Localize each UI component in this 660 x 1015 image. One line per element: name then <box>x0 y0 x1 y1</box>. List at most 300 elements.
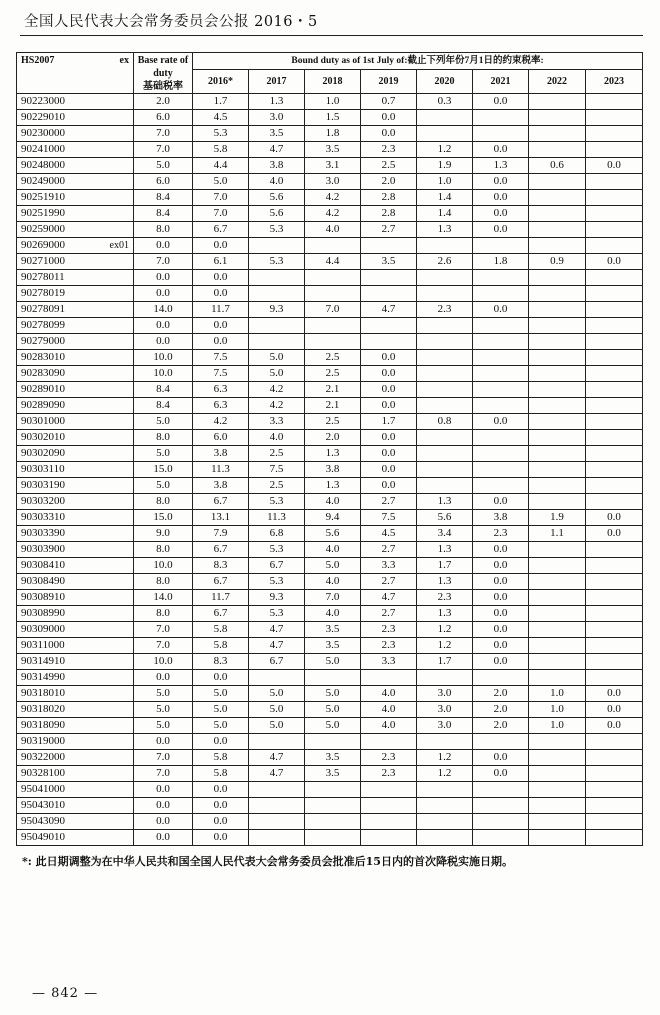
hs-code-cell <box>17 814 134 830</box>
bound-rate-cell <box>586 398 643 414</box>
bound-rate-cell: 8.3 <box>193 558 249 574</box>
bound-rate-cell: 0.8 <box>417 414 473 430</box>
table-row <box>17 238 643 254</box>
bound-rate-cell: 5.0 <box>193 174 249 190</box>
bound-rate-cell: 1.3 <box>417 494 473 510</box>
bound-rate-cell: 5.8 <box>193 750 249 766</box>
hs-code-cell <box>17 782 134 798</box>
bound-rate-cell: 6.7 <box>249 654 305 670</box>
bound-rate-cell: 6.7 <box>193 606 249 622</box>
base-rate-cell: 9.0 <box>134 526 193 542</box>
bound-rate-cell: 5.6 <box>305 526 361 542</box>
bound-rate-cell <box>361 830 417 846</box>
bound-rate-cell <box>586 542 643 558</box>
bound-rate-cell: 2.6 <box>417 254 473 270</box>
bound-rate-cell <box>305 318 361 334</box>
header-rule <box>20 35 643 36</box>
base-rate-cell: 8.0 <box>134 494 193 510</box>
base-rate-cell: 2.0 <box>134 94 193 110</box>
bound-rate-cell: 1.3 <box>417 542 473 558</box>
bound-rate-cell <box>529 558 586 574</box>
bound-rate-cell: 1.0 <box>417 174 473 190</box>
bound-rate-cell <box>586 126 643 142</box>
hs-code: 90278011 <box>21 271 65 283</box>
bound-rate-cell: 3.0 <box>417 686 473 702</box>
hs-code-cell <box>17 126 134 142</box>
bound-rate-cell <box>361 782 417 798</box>
bound-rate-cell: 3.5 <box>305 750 361 766</box>
bound-rate-cell: 3.5 <box>305 638 361 654</box>
bound-rate-cell <box>417 782 473 798</box>
base-rate-cell: 7.0 <box>134 638 193 654</box>
bound-rate-cell: 1.9 <box>417 158 473 174</box>
table-row <box>17 798 643 814</box>
hs-code-cell <box>17 142 134 158</box>
bound-rate-cell: 1.8 <box>473 254 529 270</box>
bound-rate-cell <box>361 286 417 302</box>
hs-code-cell <box>17 702 134 718</box>
year-header: 2019 <box>361 70 417 94</box>
bound-rate-cell: 0.0 <box>586 718 643 734</box>
bound-rate-cell <box>586 382 643 398</box>
hs-code-cell <box>17 750 134 766</box>
hs-code-cell <box>17 510 134 526</box>
bound-rate-cell <box>529 542 586 558</box>
bound-rate-cell <box>586 782 643 798</box>
base-rate-cell: 5.0 <box>134 446 193 462</box>
bound-rate-cell: 4.2 <box>305 206 361 222</box>
base-rate-cell: 7.0 <box>134 750 193 766</box>
hs-code: 90303310 <box>21 511 65 523</box>
bound-rate-cell: 3.3 <box>361 654 417 670</box>
bound-rate-cell: 5.0 <box>305 718 361 734</box>
bound-rate-cell: 6.0 <box>193 430 249 446</box>
table-row <box>17 126 643 142</box>
base-rate-cell: 7.0 <box>134 622 193 638</box>
hs-code-cell <box>17 334 134 350</box>
hs-code-cell <box>17 766 134 782</box>
bound-rate-cell <box>586 446 643 462</box>
bound-rate-cell <box>586 750 643 766</box>
bound-rate-cell <box>529 766 586 782</box>
bound-rate-cell: 0.0 <box>193 798 249 814</box>
base-rate-cell: 0.0 <box>134 286 193 302</box>
hs-code: 90309000 <box>21 623 65 635</box>
base-rate-cell: 8.4 <box>134 206 193 222</box>
bound-rate-cell <box>586 494 643 510</box>
bound-rate-cell: 0.0 <box>361 110 417 126</box>
hs-code-cell <box>17 302 134 318</box>
hs-code-cell <box>17 686 134 702</box>
bound-rate-cell: 1.7 <box>417 558 473 574</box>
table-row <box>17 782 643 798</box>
bound-rate-cell <box>586 238 643 254</box>
bound-rate-cell: 0.0 <box>586 510 643 526</box>
bound-rate-cell: 2.7 <box>361 542 417 558</box>
bound-rate-cell: 5.8 <box>193 142 249 158</box>
bound-rate-cell: 7.0 <box>305 590 361 606</box>
bound-rate-cell <box>473 110 529 126</box>
bound-rate-cell: 5.0 <box>193 718 249 734</box>
bound-rate-cell: 3.0 <box>305 174 361 190</box>
bound-rate-cell <box>586 366 643 382</box>
bound-rate-cell: 6.3 <box>193 398 249 414</box>
bound-rate-cell: 0.0 <box>473 302 529 318</box>
bound-rate-cell: 5.3 <box>249 494 305 510</box>
bound-rate-cell: 1.2 <box>417 638 473 654</box>
table-row <box>17 526 643 542</box>
base-rate-cell: 0.0 <box>134 798 193 814</box>
base-rate-cell: 7.0 <box>134 254 193 270</box>
hs-code: 95049010 <box>21 831 65 843</box>
bound-rate-cell: 5.0 <box>193 702 249 718</box>
base-rate-cell: 0.0 <box>134 238 193 254</box>
bound-rate-cell <box>473 814 529 830</box>
table-row <box>17 670 643 686</box>
bound-rate-cell: 5.3 <box>249 606 305 622</box>
hs-code: 90322000 <box>21 751 65 763</box>
bound-rate-cell: 0.0 <box>473 494 529 510</box>
bound-rate-cell <box>473 270 529 286</box>
hs-code: 90289090 <box>21 399 65 411</box>
table-row <box>17 414 643 430</box>
bound-rate-cell: 2.0 <box>473 686 529 702</box>
table-row <box>17 270 643 286</box>
year-header: 2023 <box>586 70 643 94</box>
year-header: 2022 <box>529 70 586 94</box>
bound-rate-cell <box>305 830 361 846</box>
bound-rate-cell: 3.4 <box>417 526 473 542</box>
year-header: 2017 <box>249 70 305 94</box>
hs-code-cell <box>17 718 134 734</box>
bound-rate-cell <box>417 334 473 350</box>
hs-code-cell <box>17 222 134 238</box>
base-rate-cell: 5.0 <box>134 478 193 494</box>
bound-rate-cell: 1.2 <box>417 750 473 766</box>
bound-rate-cell <box>586 142 643 158</box>
bound-rate-cell: 5.3 <box>249 254 305 270</box>
bound-rate-cell: 4.7 <box>249 638 305 654</box>
bound-rate-cell <box>417 462 473 478</box>
bound-rate-cell <box>529 302 586 318</box>
bound-rate-cell <box>529 478 586 494</box>
bound-rate-cell <box>361 734 417 750</box>
hs-code: 90249000 <box>21 175 65 187</box>
bound-rate-cell <box>417 350 473 366</box>
table-row <box>17 110 643 126</box>
hs-code: 90308910 <box>21 591 65 603</box>
bound-rate-cell: 4.7 <box>249 750 305 766</box>
bound-rate-cell: 4.4 <box>193 158 249 174</box>
bound-rate-cell: 0.0 <box>473 94 529 110</box>
table-row <box>17 190 643 206</box>
bound-rate-cell: 2.0 <box>473 702 529 718</box>
base-rate-cell: 5.0 <box>134 414 193 430</box>
bound-rate-cell <box>473 670 529 686</box>
bound-rate-cell: 1.4 <box>417 190 473 206</box>
bound-rate-cell: 6.1 <box>193 254 249 270</box>
base-rate-cell: 5.0 <box>134 718 193 734</box>
bound-rate-cell: 0.0 <box>473 622 529 638</box>
hs-code-cell <box>17 110 134 126</box>
base-rate-cell: 0.0 <box>134 334 193 350</box>
hs-code: 90318010 <box>21 687 65 699</box>
bound-rate-cell: 1.0 <box>529 686 586 702</box>
bound-rate-cell: 3.8 <box>305 462 361 478</box>
hs-code-cell <box>17 798 134 814</box>
bound-rate-cell: 0.0 <box>193 318 249 334</box>
bound-rate-cell <box>586 318 643 334</box>
bound-rate-cell <box>586 110 643 126</box>
bound-rate-cell <box>417 478 473 494</box>
bound-rate-cell: 7.5 <box>361 510 417 526</box>
bound-rate-cell: 4.2 <box>305 190 361 206</box>
bound-rate-cell: 1.8 <box>305 126 361 142</box>
hs-code: 90314990 <box>21 671 65 683</box>
table-row <box>17 286 643 302</box>
bound-rate-cell <box>305 814 361 830</box>
bound-rate-cell <box>529 286 586 302</box>
bound-rate-cell: 0.0 <box>586 702 643 718</box>
bound-rate-cell: 4.0 <box>305 222 361 238</box>
bound-rate-cell: 5.3 <box>193 126 249 142</box>
bound-rate-cell <box>361 814 417 830</box>
footnote: *: 此日期调整为在中华人民共和国全国人民代表大会常务委员会批准后15日内的首次降税实施日期。 <box>22 855 513 868</box>
bound-rate-cell <box>529 446 586 462</box>
bound-rate-cell <box>361 238 417 254</box>
bound-rate-cell: 11.3 <box>249 510 305 526</box>
bound-rate-cell: 4.4 <box>305 254 361 270</box>
bound-rate-cell <box>529 238 586 254</box>
bound-rate-cell <box>249 334 305 350</box>
bound-rate-cell <box>249 734 305 750</box>
bound-rate-cell <box>529 110 586 126</box>
bound-rate-cell: 2.3 <box>361 638 417 654</box>
bound-rate-cell: 3.5 <box>361 254 417 270</box>
bound-rate-cell <box>473 446 529 462</box>
bound-rate-cell <box>249 238 305 254</box>
bound-rate-cell: 1.0 <box>529 718 586 734</box>
ex-marker: ex01 <box>109 240 129 251</box>
bound-rate-cell: 0.0 <box>361 350 417 366</box>
ex-label: ex <box>119 55 129 66</box>
bound-rate-cell: 0.0 <box>193 334 249 350</box>
bound-rate-cell: 5.8 <box>193 638 249 654</box>
bound-rate-cell: 5.3 <box>249 574 305 590</box>
hs-code-cell <box>17 174 134 190</box>
bound-rate-cell <box>417 238 473 254</box>
bound-rate-cell: 4.5 <box>361 526 417 542</box>
bound-rate-cell: 1.7 <box>417 654 473 670</box>
hs-code: 90302090 <box>21 447 65 459</box>
bound-rate-cell: 4.0 <box>361 718 417 734</box>
bound-rate-cell <box>305 734 361 750</box>
base-rate-cell: 5.0 <box>134 158 193 174</box>
base-rate-cell: 5.0 <box>134 686 193 702</box>
hs-code: 90283090 <box>21 367 65 379</box>
year-header: 2018 <box>305 70 361 94</box>
bound-rate-cell <box>529 350 586 366</box>
table-row <box>17 94 643 110</box>
bound-rate-cell: 0.0 <box>473 574 529 590</box>
table-row <box>17 430 643 446</box>
bound-rate-cell: 1.3 <box>417 574 473 590</box>
tariff-table <box>16 52 643 846</box>
hs-code-cell <box>17 190 134 206</box>
hs-code: 90319000 <box>21 735 65 747</box>
hs-code-cell <box>17 158 134 174</box>
bound-rate-cell: 2.7 <box>361 574 417 590</box>
table-row <box>17 366 643 382</box>
bound-rate-cell <box>586 558 643 574</box>
bound-rate-cell: 6.7 <box>193 574 249 590</box>
table-row <box>17 686 643 702</box>
bound-rate-cell: 4.0 <box>305 542 361 558</box>
bound-rate-cell <box>586 190 643 206</box>
bound-rate-cell: 0.0 <box>473 142 529 158</box>
bound-rate-cell: 2.5 <box>249 446 305 462</box>
bound-rate-cell: 0.0 <box>473 222 529 238</box>
bound-rate-cell: 9.4 <box>305 510 361 526</box>
bound-rate-cell: 1.3 <box>417 222 473 238</box>
hs-code-cell <box>17 638 134 654</box>
table-row <box>17 718 643 734</box>
bound-rate-cell <box>529 670 586 686</box>
table-row <box>17 334 643 350</box>
bound-rate-cell: 1.9 <box>529 510 586 526</box>
bound-rate-cell <box>417 270 473 286</box>
base-rate-cell: 0.0 <box>134 734 193 750</box>
base-rate-cell: 10.0 <box>134 654 193 670</box>
bound-rate-cell: 5.0 <box>305 654 361 670</box>
table-row <box>17 830 643 846</box>
bound-rate-cell: 5.6 <box>249 190 305 206</box>
year-header: 2016* <box>193 70 249 94</box>
bound-rate-cell: 1.3 <box>305 446 361 462</box>
year-header: 2021 <box>473 70 529 94</box>
bound-rate-cell: 5.0 <box>249 702 305 718</box>
hs-code-cell <box>17 654 134 670</box>
bound-rate-cell: 6.7 <box>249 558 305 574</box>
bound-rate-cell <box>305 670 361 686</box>
bound-rate-cell: 0.0 <box>473 414 529 430</box>
hs-code: 90279000 <box>21 335 65 347</box>
table-row <box>17 574 643 590</box>
bound-rate-cell: 2.1 <box>305 382 361 398</box>
hs-code-cell <box>17 670 134 686</box>
base-rate-cell: 8.4 <box>134 398 193 414</box>
bound-rate-cell <box>586 654 643 670</box>
bound-rate-cell <box>586 670 643 686</box>
table-row <box>17 750 643 766</box>
bound-rate-cell: 2.1 <box>305 398 361 414</box>
hs-code-cell <box>17 558 134 574</box>
hs-code: 90223000 <box>21 95 65 107</box>
bound-rate-cell <box>586 830 643 846</box>
bound-rate-cell: 2.5 <box>361 158 417 174</box>
bound-rate-cell <box>305 286 361 302</box>
bound-rate-cell: 2.3 <box>473 526 529 542</box>
bound-rate-cell <box>529 638 586 654</box>
bound-rate-cell: 2.7 <box>361 222 417 238</box>
hs-code: 90303390 <box>21 527 65 539</box>
table-row <box>17 702 643 718</box>
base-rate-cell: 6.0 <box>134 174 193 190</box>
bound-rate-cell <box>249 286 305 302</box>
bound-rate-cell: 0.0 <box>361 462 417 478</box>
bound-rate-cell <box>586 94 643 110</box>
bound-rate-cell: 5.0 <box>249 686 305 702</box>
bound-rate-cell <box>473 430 529 446</box>
bound-rate-cell: 3.0 <box>417 718 473 734</box>
bound-rate-cell: 9.3 <box>249 590 305 606</box>
bound-rate-cell: 2.3 <box>417 590 473 606</box>
bound-rate-cell: 5.0 <box>193 686 249 702</box>
bound-rate-cell: 2.3 <box>361 766 417 782</box>
bound-rate-cell <box>529 366 586 382</box>
bound-rate-cell: 4.7 <box>361 302 417 318</box>
base-rate-cell: 8.0 <box>134 574 193 590</box>
bound-rate-cell: 0.0 <box>193 270 249 286</box>
bound-rate-cell <box>586 462 643 478</box>
bound-rate-cell <box>417 382 473 398</box>
base-rate-cell: 0.0 <box>134 782 193 798</box>
hs-code: 90303190 <box>21 479 65 491</box>
hs-code-cell <box>17 830 134 846</box>
bound-rate-cell: 0.0 <box>473 558 529 574</box>
bound-rate-cell: 6.7 <box>193 542 249 558</box>
table-row <box>17 318 643 334</box>
base-rate-cell: 7.0 <box>134 766 193 782</box>
bound-rate-cell: 6.7 <box>193 222 249 238</box>
bound-rate-cell <box>586 622 643 638</box>
table-row <box>17 174 643 190</box>
hs-code: 95043010 <box>21 799 65 811</box>
bound-rate-cell <box>417 318 473 334</box>
bound-rate-cell <box>417 830 473 846</box>
table-row <box>17 766 643 782</box>
bound-rate-cell: 4.0 <box>305 494 361 510</box>
bound-rate-cell: 0.0 <box>193 734 249 750</box>
hs-code: 90318020 <box>21 703 65 715</box>
hs-code: 90248000 <box>21 159 65 171</box>
table-row <box>17 302 643 318</box>
bound-rate-cell <box>586 766 643 782</box>
base-rate-cell: 14.0 <box>134 590 193 606</box>
bound-rate-cell: 0.0 <box>473 638 529 654</box>
bound-rate-cell: 5.0 <box>249 350 305 366</box>
bound-rate-cell <box>529 574 586 590</box>
bound-rate-cell <box>473 334 529 350</box>
hs-code: 90289010 <box>21 383 65 395</box>
bound-rate-cell <box>529 206 586 222</box>
bound-rate-cell: 2.5 <box>305 366 361 382</box>
base-rate-cell: 7.0 <box>134 126 193 142</box>
bound-rate-cell: 5.0 <box>305 558 361 574</box>
bound-rate-cell <box>529 222 586 238</box>
bound-rate-cell: 7.0 <box>193 190 249 206</box>
bound-rate-cell: 5.0 <box>249 366 305 382</box>
bound-rate-cell: 5.0 <box>249 718 305 734</box>
hs-code: 90251910 <box>21 191 65 203</box>
bound-rate-cell: 0.0 <box>473 590 529 606</box>
base-rate-cell: 15.0 <box>134 510 193 526</box>
bound-rate-cell: 8.3 <box>193 654 249 670</box>
base-rate-cell: 0.0 <box>134 270 193 286</box>
bound-rate-cell: 3.3 <box>249 414 305 430</box>
bound-rate-cell: 1.3 <box>305 478 361 494</box>
bound-rate-cell: 5.3 <box>249 542 305 558</box>
